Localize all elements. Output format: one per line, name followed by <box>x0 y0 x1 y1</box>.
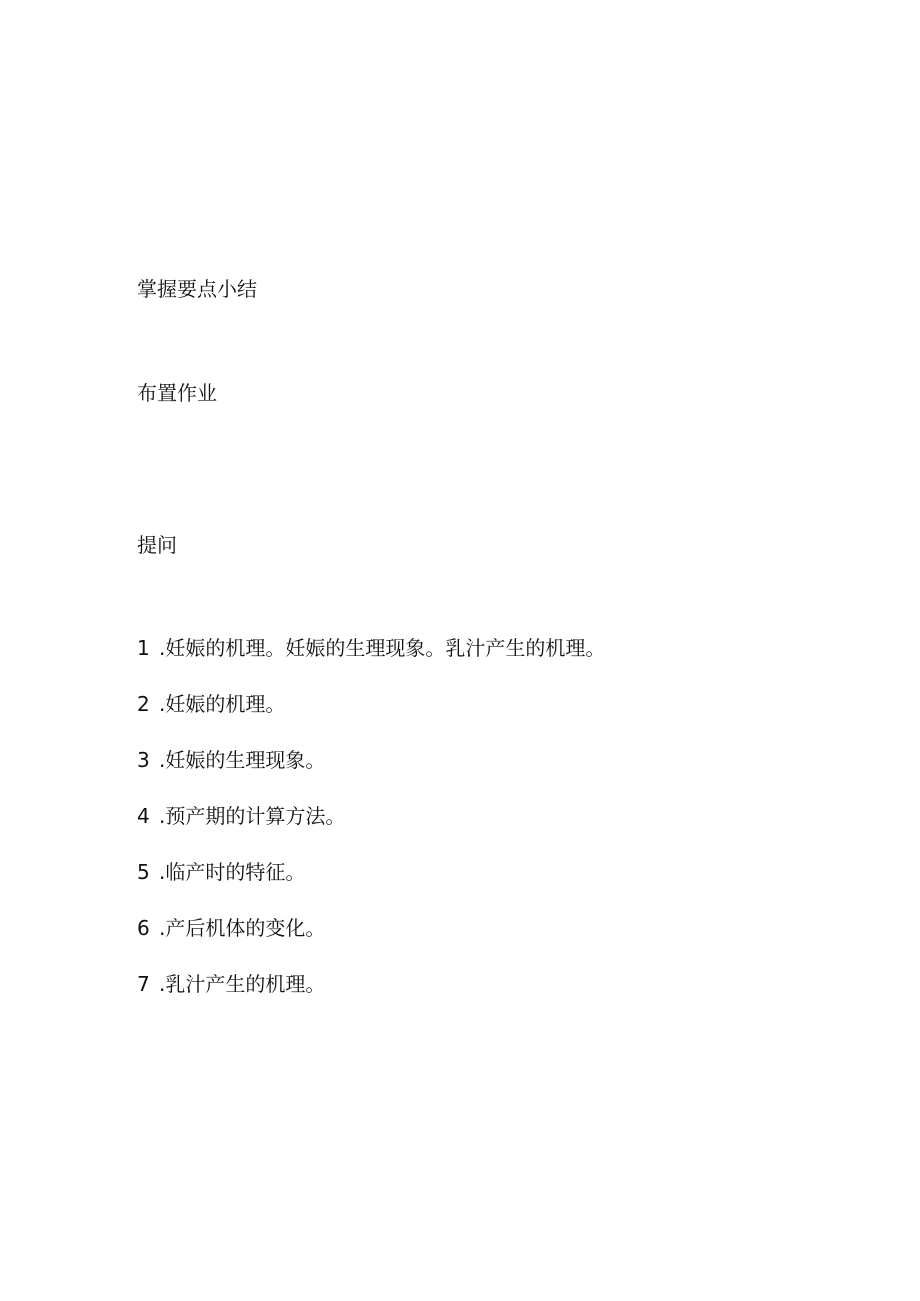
question-item <box>137 636 605 692</box>
question-text: .产后机体的变化。 <box>159 916 326 940</box>
question-text: .乳汁产生的机理。 <box>159 972 326 996</box>
question-number: 6 <box>137 916 150 940</box>
question-item <box>137 916 605 972</box>
question-list <box>137 636 605 1028</box>
question-number: 4 <box>137 804 150 828</box>
question-number: 5 <box>137 860 150 884</box>
question-item <box>137 692 605 748</box>
question-number: 1 <box>137 636 150 660</box>
heading-questions: 提问 <box>137 533 177 557</box>
question-number: 7 <box>137 972 150 996</box>
question-item <box>137 972 605 1028</box>
heading-summary: 掌握要点小结 <box>137 277 257 301</box>
question-text: .临产时的特征。 <box>159 860 306 884</box>
question-text: .预产期的计算方法。 <box>159 804 346 828</box>
question-text: .妊娠的生理现象。 <box>159 748 326 772</box>
question-item <box>137 860 605 916</box>
question-text: .妊娠的机理。妊娠的生理现象。乳汁产生的机理。 <box>159 636 606 660</box>
question-item <box>137 748 605 804</box>
question-number: 3 <box>137 748 150 772</box>
question-number: 2 <box>137 692 150 716</box>
question-item <box>137 804 605 860</box>
question-text: .妊娠的机理。 <box>159 692 286 716</box>
heading-homework: 布置作业 <box>137 381 217 405</box>
